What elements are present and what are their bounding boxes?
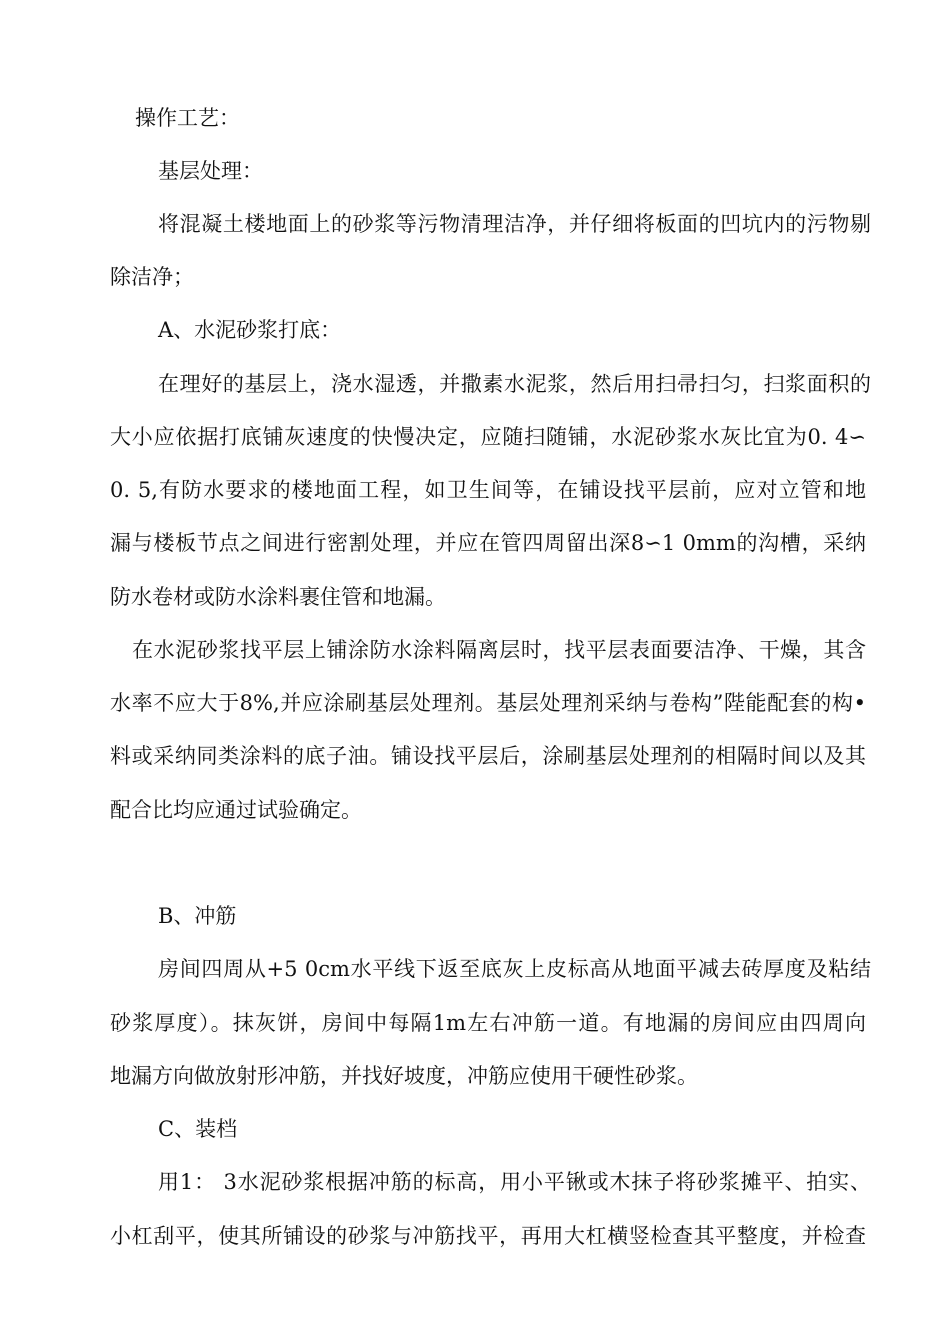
paragraph-line: 在水泥砂浆找平层上铺涂防水涂料隔离层时，找平层表面要洁净、干燥，其含 [132, 638, 866, 662]
subheading-a: A、水泥砂浆打底： [158, 318, 342, 342]
paragraph-line: 料或采纳同类涂料的底子油。铺设找平层后，涂刷基层处理剂的相隔时间以及其 [110, 744, 866, 768]
paragraph-line: 水率不应大于8%,并应涂刷基层处理剂。基层处理剂采纳与卷构”陛能配套的构• [110, 691, 866, 715]
paragraph-line: 漏与楼板节点之间进行密割处理，并应在管四周留出深8∽1 0mm的沟槽，采纳 [110, 531, 866, 555]
paragraph-line: 小杠刮平，使其所铺设的砂浆与冲筋找平，再用大杠横竖检查其平整度，并检查 [110, 1224, 866, 1248]
paragraph-line: 配合比均应通过试验确定。 [110, 798, 362, 822]
paragraph-line: 房间四周从+5 0cm水平线下返至底灰上皮标高从地面平减去砖厚度及粘结 [158, 957, 871, 981]
paragraph-line: 将混凝土楼地面上的砂浆等污物清理洁净，并仔细将板面的凹坑内的污物剔 [158, 212, 871, 236]
subheading-c: C、装档 [158, 1117, 238, 1141]
paragraph-line: 砂浆厚度）。抹灰饼，房间中每隔1m左右冲筋一道。有地漏的房间应由四周向 [110, 1011, 866, 1035]
subheading-b: B、冲筋 [158, 904, 237, 928]
section-heading-operation-process: 操作工艺： [135, 106, 240, 130]
paragraph-line: 在理好的基层上，浇水湿透，并撒素水泥浆，然后用扫帚扫匀，扫浆面积的 [158, 372, 871, 396]
paragraph-line: 用1： 3水泥砂浆根据冲筋的标高，用小平锹或木抹子将砂浆摊平、拍实、 [158, 1170, 871, 1194]
paragraph-line: 地漏方向做放射形冲筋，并找好坡度，冲筋应使用干硬性砂浆。 [110, 1064, 698, 1088]
paragraph-line: 0. 5,有防水要求的楼地面工程，如卫生间等，在铺设找平层前，应对立管和地 [110, 478, 866, 502]
paragraph-line: 大小应依据打底铺灰速度的快慢决定，应随扫随铺，水泥砂浆水灰比宜为0. 4∽ [110, 425, 866, 449]
paragraph-line: 防水卷材或防水涂料裹住管和地漏。 [110, 585, 446, 609]
paragraph-line: 除洁净； [110, 265, 194, 289]
subheading-base-treatment: 基层处理： [158, 159, 263, 183]
